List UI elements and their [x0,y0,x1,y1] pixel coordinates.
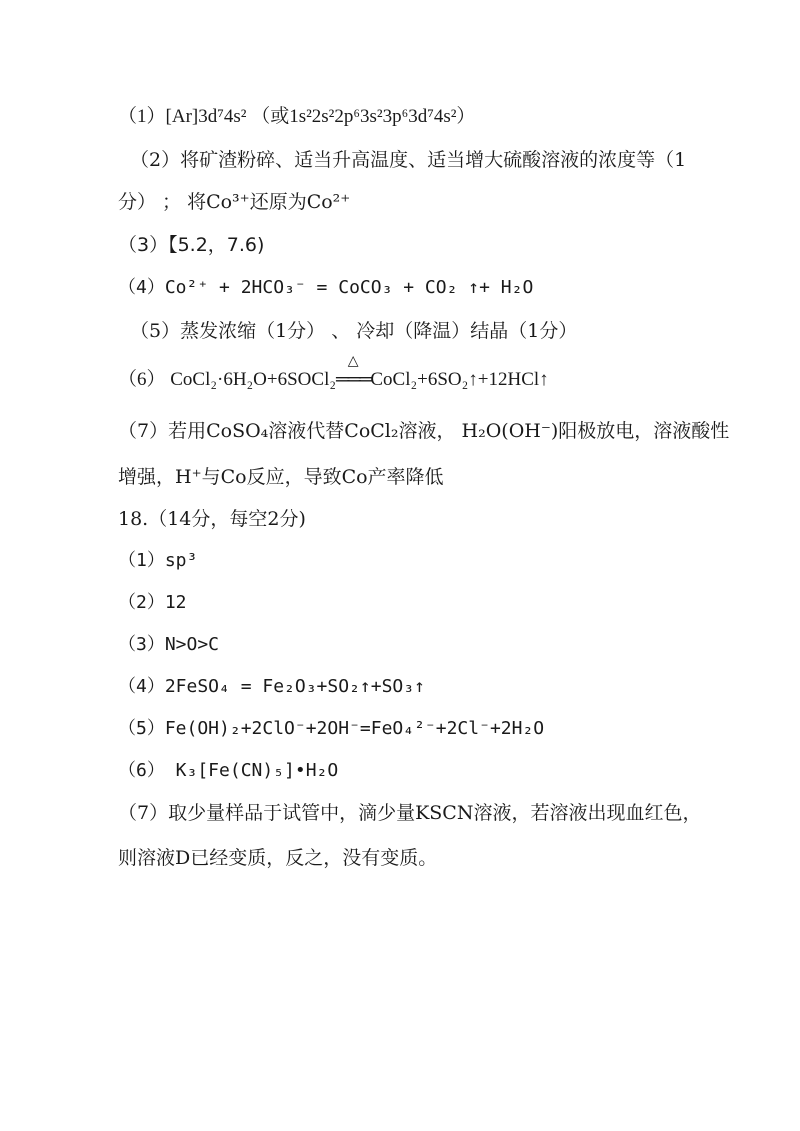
delta-symbol: △ [347,354,359,369]
q17-answer-5: （5）蒸发浓缩（1分） 、 冷却（降温）结晶（1分） [130,320,578,342]
q17-answer-1 [118,104,475,130]
q18-answer-7-line-b: 则溶液D已经变质，反之，没有变质。 [118,847,438,869]
q18-header: 18.（14分，每空2分) [118,508,306,530]
q18-answer-7-line-a: （7）取少量样品于试管中，滴少量KSCN溶液，若溶液出现血红色， [118,802,702,824]
q18-answer-5: （5）Fe(OH)₂+2ClO⁻+2OH⁻=FeO₄²⁻+2Cl⁻+2H₂O [118,718,545,739]
q17-answer-1-main: [Ar]3d⁷4s² [165,106,247,127]
q17-answer-1-label: （1） [118,106,166,127]
q17-answer-3: （3）【5.2，7.6) [118,234,265,256]
q17-answer-4: （4）Co²⁺ + 2HCO₃⁻ = CoCO₃ + CO₂ ↑+ H₂O [118,277,534,298]
q17-answer-6-products: CoCl₂+6SO₂↑+12HCl↑ [370,369,549,390]
q17-answer-1-alt: （或1s²2s²2p⁶3s²3p⁶3d⁷4s²） [251,106,476,127]
q18-answer-6: （6） K₃[Fe(CN)₅]•H₂O [118,760,339,781]
q17-answer-6 [118,354,549,393]
q18-answer-4: （4）2FeSO₄ = Fe₂O₃+SO₂↑+SO₃↑ [118,676,425,697]
heating-condition [335,354,371,393]
q18-answer-3: （3）N>O>C [118,634,220,655]
q18-answer-1: （1）sp³ [118,550,198,571]
q18-answer-2: （2）12 [118,592,187,613]
q17-answer-7-line-a: （7）若用CoSO₄溶液代替CoCl₂溶液， H₂O(OH⁻)阳极放电，溶液酸性 [118,420,730,442]
q17-answer-6-reactants: （6） CoCl₂·6H₂O+6SOCl₂ [118,369,336,390]
q17-answer-2-line-a: （2）将矿渣粉碎、适当升高温度、适当增大硫酸溶液的浓度等（1 [130,149,687,171]
equals-sign: ═══ [335,369,371,390]
q17-answer-2-line-b: 分） ； 将Co³⁺还原为Co²⁺ [118,191,351,213]
q17-answer-7-line-b: 增强，H⁺与Co反应，导致Co产率降低 [118,466,444,488]
